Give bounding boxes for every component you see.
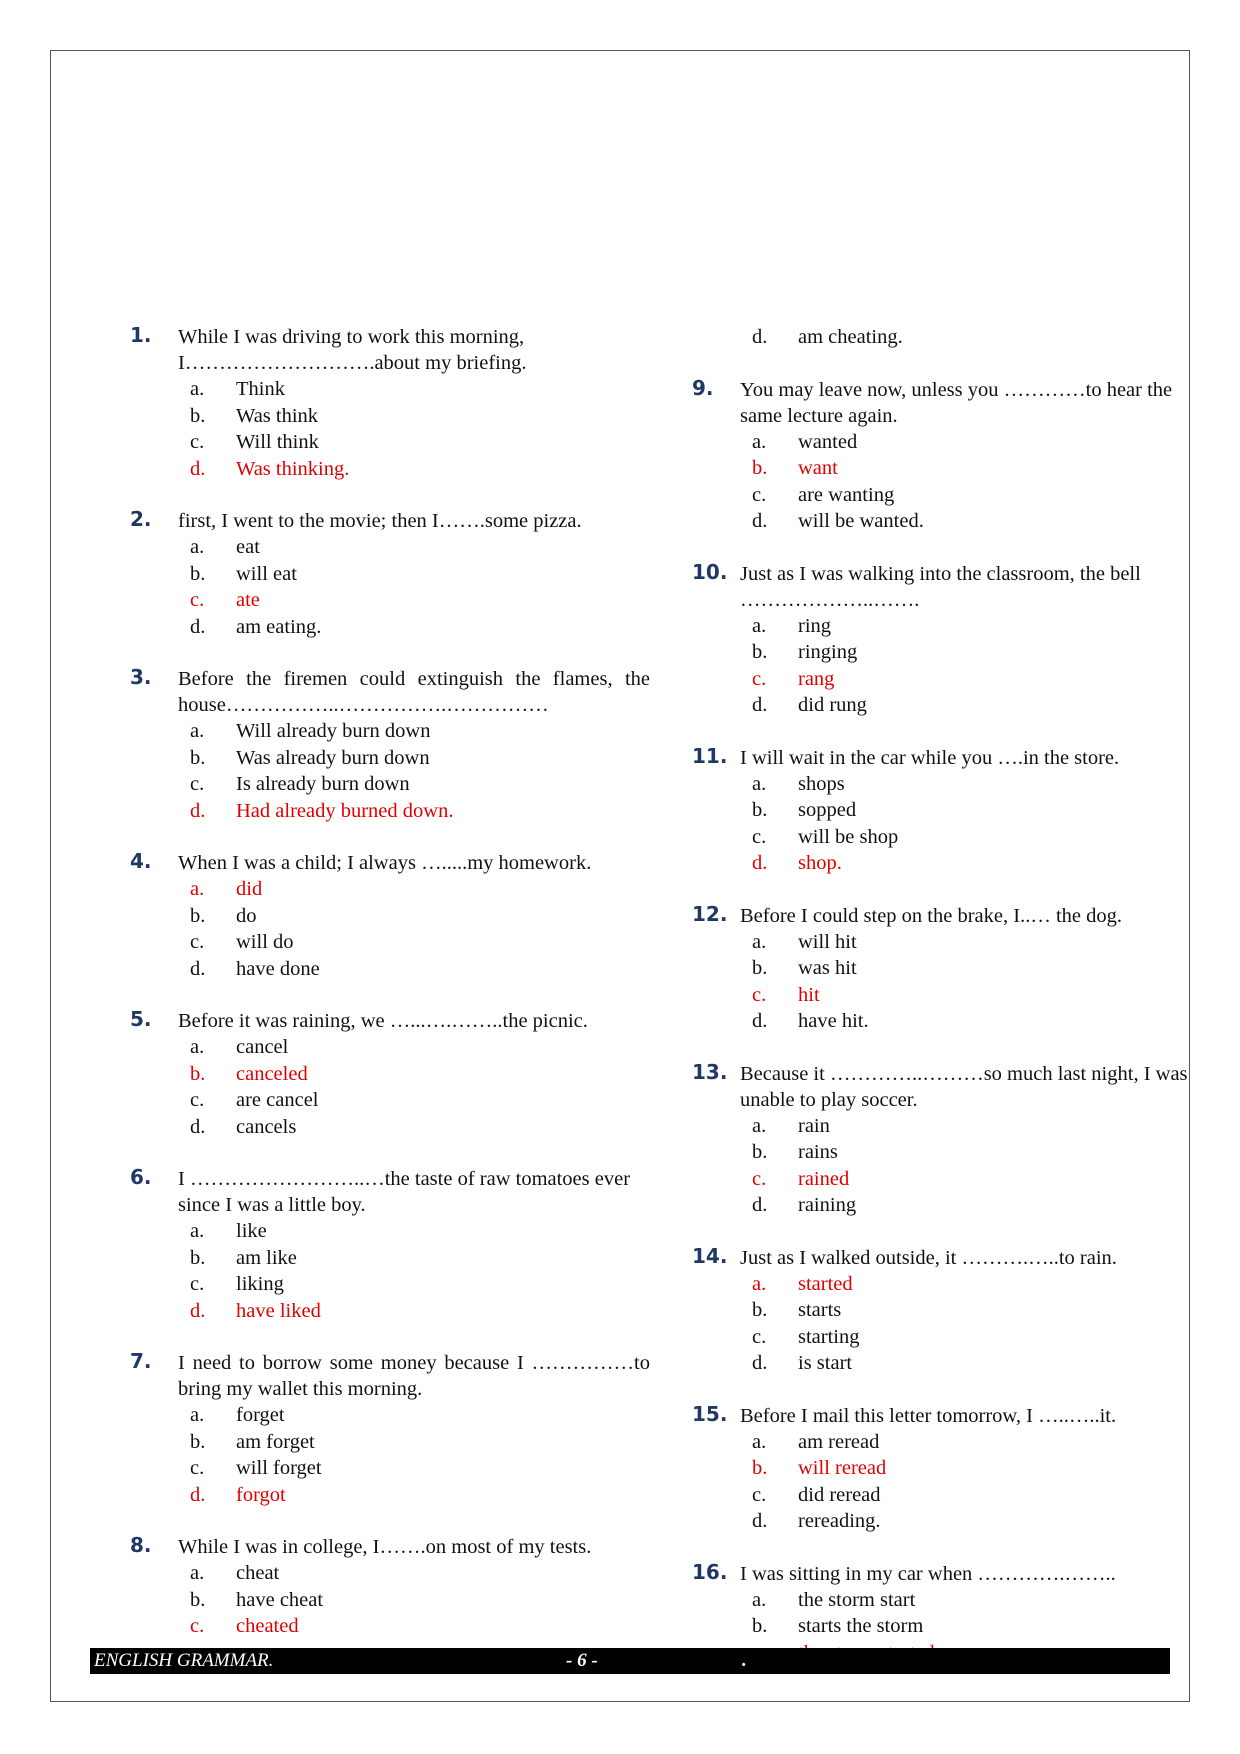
option[interactable]: [740, 1113, 1212, 1140]
left-column: [130, 324, 650, 1640]
option-letter: a.: [752, 930, 767, 953]
option-letter: c.: [752, 825, 767, 848]
correct-option[interactable]: [740, 455, 1212, 482]
option-letter: b.: [752, 1299, 768, 1321]
correct-option[interactable]: [178, 1613, 650, 1640]
option-letter: a.: [190, 1562, 205, 1584]
option[interactable]: [740, 1587, 1212, 1614]
footer-bar: [90, 1648, 1170, 1674]
correct-option[interactable]: [178, 456, 650, 483]
option-letter: b.: [752, 799, 768, 821]
question-item: [692, 1403, 1212, 1535]
option-text: am reread: [798, 1430, 880, 1453]
question-number: 9.: [692, 375, 714, 400]
question-number: 15.: [692, 1401, 728, 1426]
question-text: I need to borrow some money because I ……………to bring my wallet this morning.: [178, 1352, 650, 1400]
right-column: [692, 324, 1212, 1666]
correct-option[interactable]: [740, 666, 1212, 693]
option[interactable]: [178, 614, 650, 641]
option-letter: d.: [752, 694, 768, 716]
option-letter: a.: [752, 1430, 767, 1453]
question-number: 6.: [130, 1165, 152, 1189]
option[interactable]: [178, 534, 650, 561]
option-text: am forget: [236, 1430, 315, 1453]
option-letter: b.: [752, 1615, 768, 1637]
option-text: wanted: [798, 430, 858, 453]
option-text: do: [236, 904, 257, 927]
option[interactable]: [178, 1271, 650, 1298]
correct-option[interactable]: [178, 587, 650, 614]
option-letter: d.: [190, 457, 206, 480]
question-item: [692, 745, 1212, 877]
option-text: liking: [236, 1273, 284, 1295]
option-letter: c.: [190, 1457, 205, 1479]
page-number: - 6 -: [566, 1650, 598, 1671]
question-item: [130, 1350, 650, 1508]
option-text: starts: [798, 1299, 842, 1321]
question-text: Just as I was walking into the classroom, the bell ………………..…….: [740, 562, 1141, 611]
question-text: first, I went to the movie; then I…….some pizza.: [178, 510, 582, 532]
option-letter: c.: [190, 431, 205, 453]
question-item: [692, 1245, 1212, 1377]
option-text: Was already burn down: [236, 746, 430, 769]
option-letter: c.: [752, 1325, 767, 1348]
option[interactable]: [740, 1482, 1212, 1509]
option-text: rains: [798, 1141, 838, 1163]
question-text: Before it was raining, we …...….……..the picnic.: [178, 1010, 588, 1032]
option[interactable]: [178, 1402, 650, 1429]
option[interactable]: [740, 955, 1212, 982]
option-text: canceled: [236, 1062, 308, 1085]
option-text: have cheat: [236, 1588, 324, 1611]
option-letter: a.: [190, 1036, 205, 1058]
option-text: cancel: [236, 1036, 289, 1058]
question-number: 5.: [130, 1007, 152, 1031]
option-text: forget: [236, 1404, 285, 1426]
option[interactable]: [740, 1139, 1212, 1166]
option-letter: c.: [190, 589, 205, 611]
option-text: rang: [798, 667, 835, 690]
correct-option[interactable]: [740, 1166, 1212, 1193]
option-text: did rung: [798, 694, 867, 716]
correct-option[interactable]: [178, 1482, 650, 1509]
option-text: did reread: [798, 1483, 881, 1506]
option-text: will reread: [798, 1457, 887, 1479]
option-text: Is already burn down: [236, 773, 410, 795]
question-number: 1.: [130, 323, 152, 347]
option-letter: c.: [190, 1273, 205, 1295]
question-item: [130, 324, 650, 482]
option-text: have liked: [236, 1299, 321, 1322]
option-letter: d.: [752, 1510, 768, 1532]
option-letter: b.: [190, 1430, 206, 1453]
option[interactable]: [178, 956, 650, 983]
option-text: cheated: [236, 1615, 299, 1637]
option-letter: b.: [752, 957, 768, 979]
option[interactable]: [740, 1324, 1212, 1351]
option-text: is start: [798, 1352, 853, 1374]
option-text: have done: [236, 957, 320, 980]
option-text: shop.: [798, 852, 842, 874]
question-number: 11.: [692, 743, 728, 768]
option[interactable]: [178, 929, 650, 956]
option-text: will forget: [236, 1457, 322, 1479]
option[interactable]: [740, 508, 1212, 535]
question-item: [130, 1534, 650, 1640]
option-text: like: [236, 1220, 267, 1242]
question-text: I was sitting in my car when ………….……..: [740, 1562, 1116, 1585]
correct-option[interactable]: [178, 1298, 650, 1325]
option[interactable]: [178, 1087, 650, 1114]
question-text: You may leave now, unless you …………to hear the same lecture again.: [740, 378, 1173, 427]
correct-option[interactable]: [178, 798, 650, 825]
footer-dot: .: [742, 1650, 747, 1671]
option-letter: c.: [752, 667, 767, 690]
option[interactable]: [740, 929, 1212, 956]
option-text: want: [798, 457, 838, 479]
option-letter: a.: [752, 1272, 767, 1295]
option[interactable]: [740, 324, 1212, 351]
question-text: Before I could step on the brake, I..… the dog.: [740, 904, 1122, 927]
option[interactable]: [740, 824, 1212, 851]
option-letter: c.: [752, 983, 767, 1006]
question-8-continuation: [692, 324, 1212, 351]
question-number: 16.: [692, 1559, 728, 1584]
option-text: will do: [236, 931, 294, 953]
option-letter: d.: [752, 852, 768, 874]
option-letter: b.: [190, 1588, 206, 1611]
option[interactable]: [740, 692, 1212, 719]
option[interactable]: [178, 1114, 650, 1141]
option-letter: a.: [190, 536, 205, 558]
question-text: While I was in college, I…….on most of my tests.: [178, 1536, 592, 1558]
option-text: rained: [798, 1167, 850, 1190]
option-text: forgot: [236, 1483, 286, 1506]
option-text: am cheating.: [798, 326, 903, 348]
question-number: 10.: [692, 559, 728, 584]
footer-title: ENGLISH GRAMMAR.: [94, 1650, 274, 1671]
question-number: 4.: [130, 849, 152, 873]
option-letter: c.: [190, 773, 205, 795]
option-letter: a.: [190, 878, 205, 900]
option-text: ringing: [798, 641, 858, 663]
option[interactable]: [178, 429, 650, 456]
option-letter: c.: [752, 483, 767, 506]
option-text: am like: [236, 1246, 297, 1269]
option[interactable]: [178, 1587, 650, 1614]
option-text: will hit: [798, 930, 857, 953]
option-letter: c.: [752, 1483, 767, 1506]
option[interactable]: [178, 771, 650, 798]
question-item: [130, 1166, 650, 1324]
option[interactable]: [740, 429, 1212, 456]
question-text: Just as I walked outside, it ……….…..to rain.: [740, 1246, 1117, 1269]
option[interactable]: [178, 1455, 650, 1482]
option-text: did: [236, 878, 263, 900]
question-number: 13.: [692, 1059, 728, 1084]
option-text: was hit: [798, 957, 857, 979]
option[interactable]: [178, 1429, 650, 1456]
option-text: are cancel: [236, 1089, 319, 1111]
option-text: Think: [236, 378, 285, 400]
option-text: Had already burned down.: [236, 799, 454, 822]
option[interactable]: [740, 1613, 1212, 1640]
option[interactable]: [740, 482, 1212, 509]
question-text: While I was driving to work this morning, I……………………….about my briefing.: [178, 326, 527, 374]
question-number: 14.: [692, 1243, 728, 1268]
option-letter: a.: [752, 430, 767, 453]
question-text: Before the firemen could extinguish the flames, the house……………..…………….……………: [178, 668, 650, 716]
option-letter: b.: [190, 404, 206, 427]
option-letter: b.: [752, 641, 768, 663]
option-letter: a.: [190, 1404, 205, 1426]
option[interactable]: [740, 771, 1212, 798]
option-letter: b.: [752, 457, 768, 479]
option-letter: d.: [190, 799, 206, 822]
question-item: [692, 903, 1212, 1035]
option-letter: a.: [752, 614, 767, 637]
question-number: 2.: [130, 507, 152, 531]
question-item: [130, 508, 650, 640]
option-text: sopped: [798, 799, 857, 821]
option-letter: d.: [190, 1299, 206, 1322]
question-text: Because it …………..………so much last night, I was unable to play soccer.: [740, 1062, 1188, 1111]
question-text: I will wait in the car while you ….in the store.: [740, 746, 1120, 769]
option-letter: d.: [752, 1352, 768, 1374]
option-letter: b.: [190, 1246, 206, 1269]
option-text: eat: [236, 536, 260, 558]
option-text: rain: [798, 1114, 830, 1137]
option-text: Was think: [236, 404, 319, 427]
option-letter: a.: [190, 720, 205, 742]
option[interactable]: [740, 639, 1212, 666]
option[interactable]: [178, 745, 650, 772]
option[interactable]: [740, 1192, 1212, 1219]
correct-option[interactable]: [740, 1455, 1212, 1482]
option-letter: d.: [752, 510, 768, 532]
question-number: 8.: [130, 1533, 152, 1557]
option-letter: d.: [190, 957, 206, 980]
question-item: [692, 561, 1212, 719]
option-letter: b.: [190, 746, 206, 769]
option-text: cancels: [236, 1115, 297, 1138]
option-text: will eat: [236, 562, 297, 585]
option-letter: b.: [752, 1141, 768, 1163]
correct-option[interactable]: [178, 1061, 650, 1088]
correct-option[interactable]: [740, 850, 1212, 877]
question-text: When I was a child; I always ….....my homework.: [178, 852, 592, 874]
option-text: ate: [236, 589, 260, 611]
correct-option[interactable]: [740, 982, 1212, 1009]
option-text: will be shop: [798, 825, 899, 848]
question-item: [130, 850, 650, 982]
question-item: [130, 666, 650, 824]
question-number: 7.: [130, 1349, 152, 1373]
option-text: will be wanted.: [798, 510, 924, 532]
option-text: started: [798, 1272, 853, 1295]
option[interactable]: [178, 1245, 650, 1272]
option-letter: a.: [752, 1588, 767, 1611]
option-letter: a.: [752, 772, 767, 795]
option-text: shops: [798, 772, 845, 795]
option-letter: d.: [752, 1010, 768, 1032]
option[interactable]: [740, 613, 1212, 640]
option-text: Will think: [236, 431, 319, 453]
option-text: starts the storm: [798, 1615, 924, 1637]
option-letter: c.: [752, 1167, 767, 1190]
option-text: ring: [798, 614, 832, 637]
correct-option[interactable]: [178, 876, 650, 903]
option-letter: d.: [190, 1115, 206, 1138]
option-letter: b.: [190, 1062, 206, 1085]
option[interactable]: [740, 1429, 1212, 1456]
option[interactable]: [740, 1508, 1212, 1535]
option-text: are wanting: [798, 483, 895, 506]
question-item: [130, 1008, 650, 1140]
option[interactable]: [178, 903, 650, 930]
option[interactable]: [178, 1034, 650, 1061]
option-letter: a.: [190, 1220, 205, 1242]
option[interactable]: [178, 1218, 650, 1245]
option-letter: a.: [190, 378, 205, 400]
option-letter: d.: [190, 1483, 206, 1506]
option-letter: c.: [190, 931, 205, 953]
option[interactable]: [178, 1560, 650, 1587]
option-letter: d.: [752, 326, 768, 348]
option[interactable]: [740, 797, 1212, 824]
option-text: raining: [798, 1194, 857, 1216]
option[interactable]: [740, 1350, 1212, 1377]
option[interactable]: [178, 718, 650, 745]
option-text: the storm start: [798, 1588, 916, 1611]
option[interactable]: [178, 376, 650, 403]
option-text: have hit.: [798, 1010, 869, 1032]
option-text: rereading.: [798, 1510, 881, 1532]
option-text: am eating.: [236, 615, 322, 638]
option-letter: c.: [190, 1615, 205, 1637]
option[interactable]: [178, 561, 650, 588]
question-text: Before I mail this letter tomorrow, I …..…..it.: [740, 1404, 1117, 1427]
question-text: I ……………………..…the taste of raw tomatoes ever since I was a little boy.: [178, 1168, 631, 1216]
option-letter: c.: [190, 1089, 205, 1111]
option-text: cheat: [236, 1562, 280, 1584]
option[interactable]: [178, 403, 650, 430]
option-letter: b.: [190, 904, 206, 927]
option-letter: b.: [752, 1457, 768, 1479]
option-text: hit: [798, 983, 820, 1006]
option-text: Was thinking.: [236, 457, 350, 480]
option[interactable]: [740, 1008, 1212, 1035]
option-letter: b.: [190, 562, 206, 585]
question-number: 12.: [692, 901, 728, 926]
option-letter: d.: [190, 615, 206, 638]
option[interactable]: [740, 1297, 1212, 1324]
option-text: starting: [798, 1325, 860, 1348]
question-item: [692, 1061, 1212, 1219]
option-letter: d.: [752, 1194, 768, 1216]
correct-option[interactable]: [740, 1271, 1212, 1298]
option-letter: a.: [752, 1114, 767, 1137]
question-item: [692, 377, 1212, 535]
question-number: 3.: [130, 665, 152, 689]
option-text: Will already burn down: [236, 720, 431, 742]
